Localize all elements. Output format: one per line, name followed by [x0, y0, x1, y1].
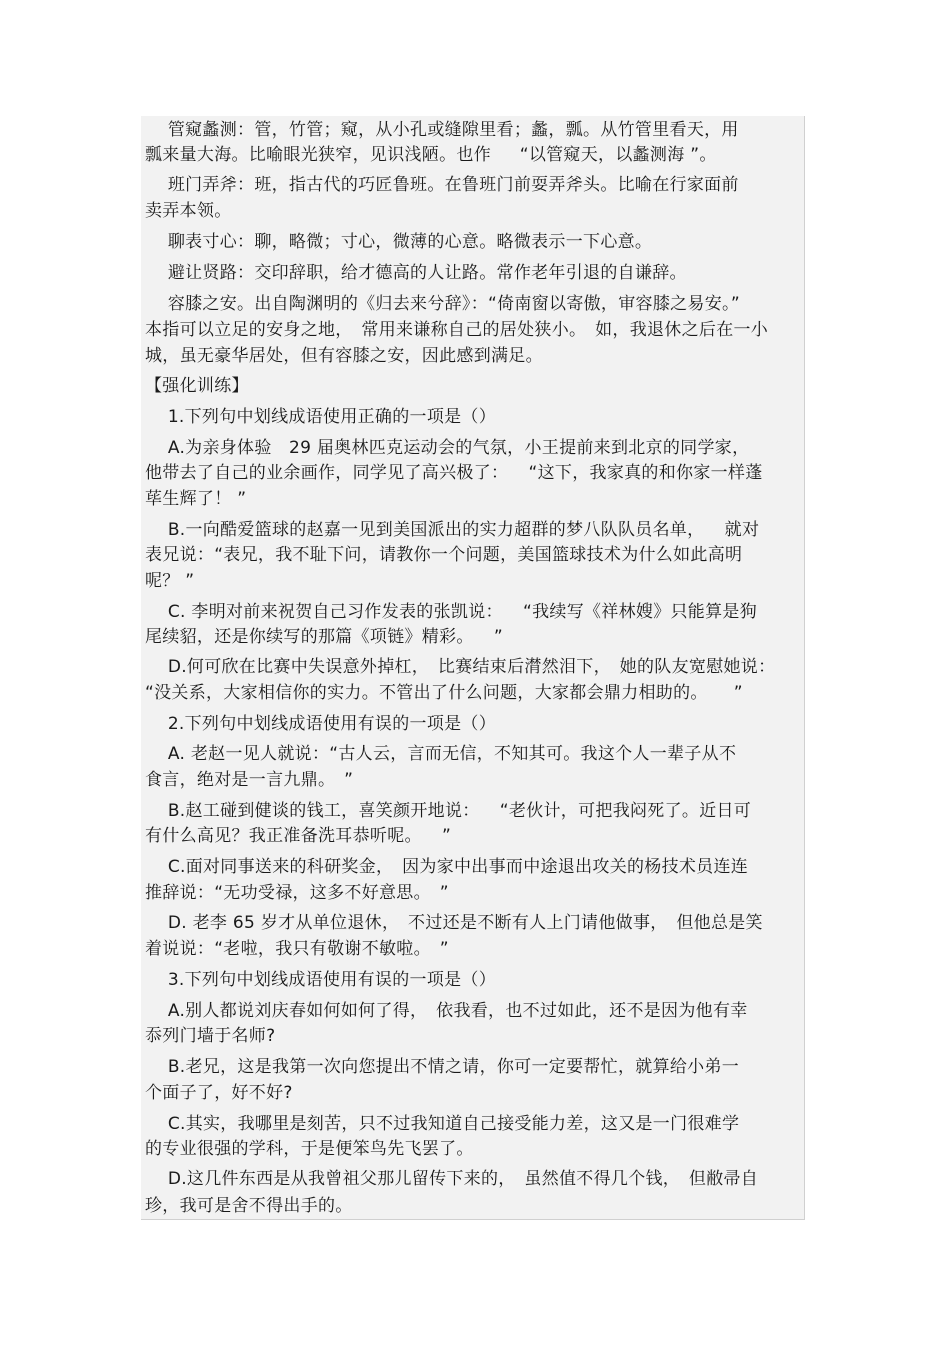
- text-line: 3.下列句中划线成语使用有误的一项是（）: [145, 970, 497, 990]
- text-line: 管窥蠡测：管，竹管；窥，从小孔或缝隙里看；蠡，瓢。从竹管里看天，用: [145, 120, 739, 140]
- text-line: A.别人都说刘庆春如何如何了得， 依我看，也不过如此，还不是因为他有幸: [145, 1001, 748, 1021]
- text-line: A.为亲身体验 29 届奥林匹克运动会的气氛，小王提前来到北京的同学家，: [145, 438, 750, 458]
- text-line: 城，虽无豪华居处，但有容膝之安，因此感到满足。: [145, 346, 543, 366]
- text-line: 卖弄本领。: [145, 201, 232, 221]
- text-line: 荜生辉了！ ”: [145, 489, 247, 509]
- text-line: 的专业很强的学科，于是便笨鸟先飞罢了。: [145, 1139, 474, 1159]
- text-line: 容膝之安。出自陶渊明的《归去来兮辞》：“倚南窗以寄傲，审容膝之易安。”: [145, 294, 740, 314]
- text-line: 瓢来量大海。比喻眼光狭窄，见识浅陋。也作 “以管窥天，以蠡测海 ”。: [145, 145, 717, 165]
- text-line: 本指可以立足的安身之地， 常用来谦称自己的居处狭小。 如，我退休之后在一小: [145, 320, 769, 340]
- text-line: 食言，绝对是一言九鼎。 ”: [145, 770, 354, 790]
- text-line: B.一向酷爱篮球的赵嘉一见到美国派出的实力超群的梦八队队员名单， 就对: [145, 520, 760, 540]
- text-line: 2.下列句中划线成语使用有误的一项是（）: [145, 714, 497, 734]
- text-line: 【强化训练】: [145, 376, 249, 396]
- document-text-box: [141, 116, 805, 1220]
- text-line: 表兄说：“表兄，我不耻下问，请教你一个问题，美国篮球技术为什么如此高明: [145, 545, 743, 565]
- text-line: A. 老赵一见人就说：“古人云，言而无信，不知其可。我这个人一辈子从不: [145, 744, 737, 764]
- text-line: 个面子了，好不好?: [145, 1083, 293, 1103]
- text-line: 班门弄斧：班，指古代的巧匠鲁班。在鲁班门前耍弄斧头。比喻在行家面前: [145, 175, 739, 195]
- text-line: D.何可欣在比赛中失误意外掉杠， 比赛结束后潸然泪下， 她的队友宽慰她说：: [145, 657, 776, 677]
- text-line: C. 李明对前来祝贺自己习作发表的张凯说： “我续写《祥林嫂》只能算是狗: [145, 602, 758, 622]
- text-line: 避让贤路：交印辞职，给才德高的人让路。常作老年引退的自谦辞。: [145, 263, 687, 283]
- text-line: B.赵工碰到健谈的钱工，喜笑颜开地说： “老伙计，可把我闷死了。近日可: [145, 801, 752, 821]
- text-line: 呢？ ”: [145, 571, 195, 591]
- text-line: 他带去了自己的业余画作，同学见了高兴极了： “这下，我家真的和你家一样蓬: [145, 463, 763, 483]
- text-line: 聊表寸心：聊，略微；寸心，微薄的心意。略微表示一下心意。: [145, 232, 653, 252]
- text-line: 推辞说：“无功受禄，这多不好意思。 ”: [145, 883, 449, 903]
- text-line: D. 老李 65 岁才从单位退休， 不过还是不断有人上门请他做事， 但他总是笑: [145, 913, 763, 933]
- text-line: 珍，我可是舍不得出手的。: [145, 1196, 353, 1216]
- text-line: 着说说：“老啦，我只有敬谢不敏啦。 ”: [145, 939, 449, 959]
- text-line: 1.下列句中划线成语使用正确的一项是（）: [145, 407, 497, 427]
- text-line: C.面对同事送来的科研奖金， 因为家中出事而中途退出攻关的杨技术员连连: [145, 857, 749, 877]
- text-line: “没关系，大家相信你的实力。不管出了什么问题，大家都会鼎力相助的。 ”: [145, 683, 743, 703]
- text-line: B.老兄，这是我第一次向您提出不情之请，你可一定要帮忙，就算给小弟一: [145, 1057, 740, 1077]
- text-line: 尾续貂，还是你续写的那篇《项链》精彩。 ”: [145, 627, 504, 647]
- text-line: 忝列门墙于名师?: [145, 1026, 276, 1046]
- text-line: D.这几件东西是从我曾祖父那儿留传下来的， 虽然值不得几个钱， 但敝帚自: [145, 1169, 759, 1189]
- text-line: C.其实，我哪里是刻苦，只不过我知道自己接受能力差，这又是一门很难学: [145, 1114, 740, 1134]
- text-line: 有什么高见？我正准备洗耳恭听呢。 ”: [145, 826, 452, 846]
